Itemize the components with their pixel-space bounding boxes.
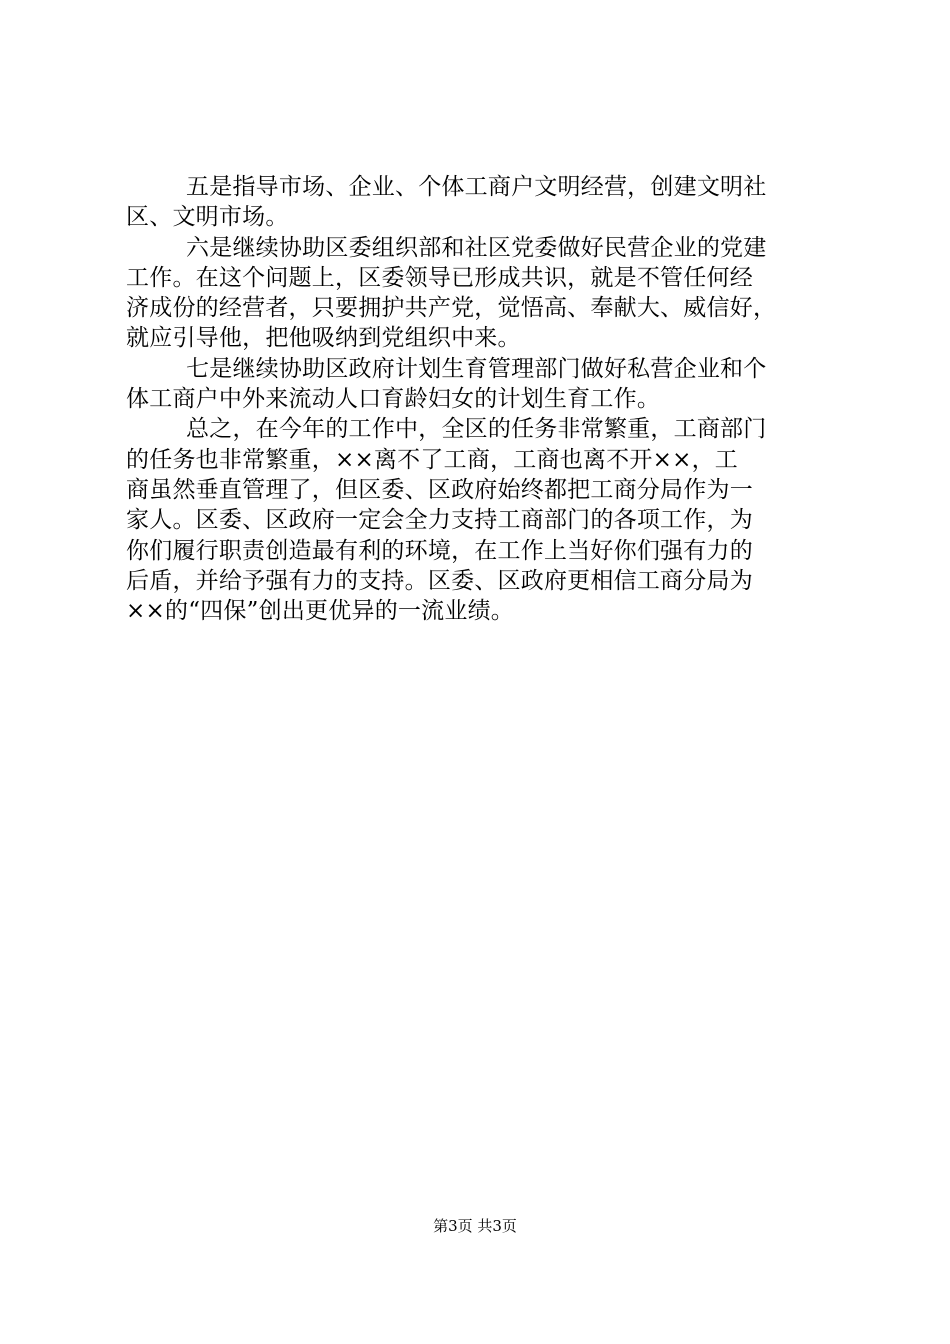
summary-paragraph-line-7: ××的“四保”创出更优异的一流业绩。 xyxy=(126,598,515,625)
paragraph-7-line-1: 七是继续协助区政府计划生育管理部门做好私营企业和个 xyxy=(186,355,767,382)
paragraph-6-line-2: 工作。在这个问题上，区委领导已形成共识，就是不管任何经 xyxy=(126,264,753,291)
summary-paragraph-line-4: 家人。区委、区政府一定会全力支持工商部门的各项工作，为 xyxy=(126,507,753,534)
page-number-footer: 第3页 共3页 xyxy=(433,1217,517,1235)
paragraph-5-line-2: 区、文明市场。 xyxy=(126,204,289,231)
paragraph-6-line-3: 济成份的经营者，只要拥护共产党，觉悟高、奉献大、威信好， xyxy=(126,295,777,322)
document-body xyxy=(126,172,838,626)
summary-paragraph-line-5: 你们履行职责创造最有利的环境，在工作上当好你们强有力的 xyxy=(126,537,753,564)
paragraph-6-line-1: 六是继续协助区委组织部和社区党委做好民营企业的党建 xyxy=(186,234,767,261)
summary-paragraph-line-2: 的任务也非常繁重，××离不了工商，工商也离不开××，工 xyxy=(126,446,739,473)
paragraph-7-line-2: 体工商户中外来流动人口育龄妇女的计划生育工作。 xyxy=(126,386,661,413)
summary-paragraph-line-3: 商虽然垂直管理了，但区委、区政府始终都把工商分局作为一 xyxy=(126,476,753,503)
summary-paragraph-line-6: 后盾，并给予强有力的支持。区委、区政府更相信工商分局为 xyxy=(126,567,753,594)
paragraph-6-line-4: 就应引导他，把他吸纳到党组织中来。 xyxy=(126,325,521,352)
summary-paragraph-line-1: 总之，在今年的工作中，全区的任务非常繁重，工商部门 xyxy=(186,416,767,443)
paragraph-5-line-1: 五是指导市场、企业、个体工商户文明经营，创建文明社 xyxy=(186,174,767,200)
